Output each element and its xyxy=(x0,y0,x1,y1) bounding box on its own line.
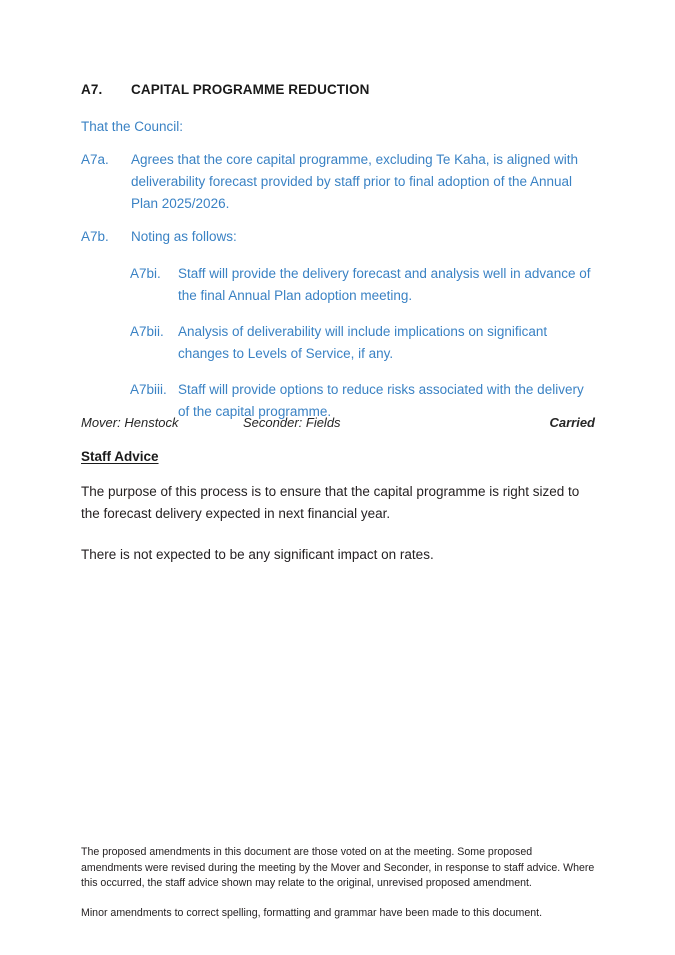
resolution-sub-item-label: A7biii. xyxy=(130,382,167,397)
heading-item-number: A7. xyxy=(81,82,103,97)
resolution-sub-item-label: A7bii. xyxy=(130,324,164,339)
resolution-sub-item-text: Analysis of deliverability will include implications on significant changes to Levels of Service, if any. xyxy=(178,324,548,361)
vote-mover: Mover: Henstock xyxy=(81,415,179,430)
resolution-sub-item-text: Staff will provide the delivery forecast and analysis well in advance of the final Annual Plan adoption meeting. xyxy=(178,266,591,303)
staff-advice-body xyxy=(81,481,591,566)
resolution-item-text: Noting as follows: xyxy=(131,229,237,244)
resolution-sub-item-text: Staff will provide options to reduce risks associated with the delivery of the capital programme. xyxy=(178,382,584,419)
resolution-sub-item xyxy=(130,321,595,365)
footnote-paragraph: Minor amendments to correct spelling, formatting and grammar have been made to this document. xyxy=(81,906,543,919)
page-footnote xyxy=(81,845,596,921)
staff-advice-paragraph: There is not expected to be any significant impact on rates. xyxy=(81,547,434,562)
resolution-sub-list xyxy=(130,263,595,423)
resolution-lead-in: That the Council: xyxy=(81,119,184,134)
resolution-block xyxy=(81,116,595,423)
staff-advice-heading: Staff Advice xyxy=(81,449,159,464)
heading-item-title: CAPITAL PROGRAMME REDUCTION xyxy=(131,82,370,97)
vote-row xyxy=(81,415,595,433)
footnote-paragraph: The proposed amendments in this document are those voted on at the meeting. Some proposed amendments were revised during the meeting by the Mover and Seconder, in response to staff advice. Where this occurred, the staff advice shown may relate to the original, unrevised proposed amendment. xyxy=(81,846,595,889)
resolution-item xyxy=(81,226,595,248)
resolution-item-label: A7b. xyxy=(81,229,109,244)
vote-result-badge: Carried xyxy=(549,415,595,430)
resolution-item-text: Agrees that the core capital programme, excluding Te Kaha, is aligned with deliverability forecast provided by staff prior to final adoption of the Annual Plan 2025/2026. xyxy=(131,152,579,211)
resolution-item-label: A7a. xyxy=(81,152,109,167)
staff-advice-paragraph: The purpose of this process is to ensure that the capital programme is right sized to the forecast delivery expected in next financial year. xyxy=(81,484,580,521)
resolution-sub-item-label: A7bi. xyxy=(130,266,161,281)
resolution-sub-item xyxy=(130,263,595,307)
vote-seconder: Seconder: Fields xyxy=(243,415,341,430)
resolution-item xyxy=(81,149,595,215)
page-title xyxy=(81,82,595,97)
